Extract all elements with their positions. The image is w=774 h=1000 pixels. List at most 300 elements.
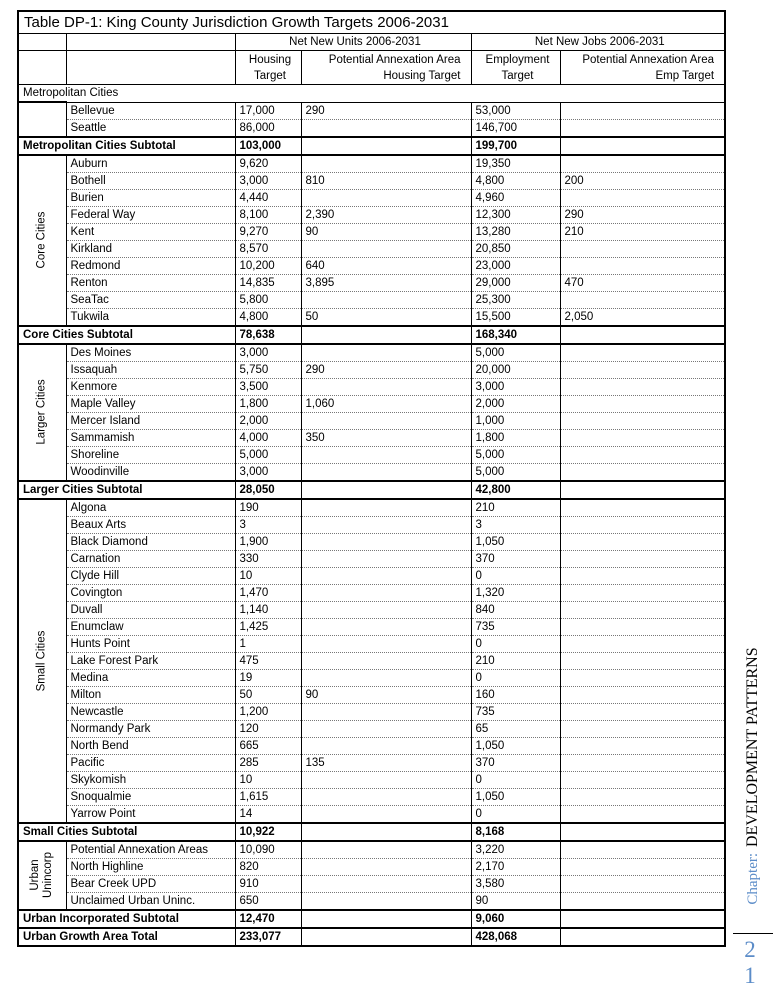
subtotal-blank (560, 910, 725, 928)
annex-housing-cell: 50 (301, 308, 471, 326)
annex-housing-cell (301, 805, 471, 823)
subtotal-employment: 42,800 (471, 481, 560, 499)
annex-housing-cell (301, 841, 471, 859)
housing-target-cell: 285 (235, 754, 301, 771)
subtotal-employment: 199,700 (471, 137, 560, 155)
annex-emp-cell (560, 601, 725, 618)
jurisdiction-name: Clyde Hill (66, 567, 235, 584)
annex-housing-cell (301, 584, 471, 601)
section-vertical-label: Urban Unincorp (29, 851, 55, 899)
employment-target-cell: 20,850 (471, 240, 560, 257)
annex-emp-cell (560, 516, 725, 533)
jurisdiction-name: North Bend (66, 737, 235, 754)
header-annex-emp-target: Potential Annexation Area Emp Target (560, 51, 725, 85)
annex-housing-cell: 2,390 (301, 206, 471, 223)
employment-target-cell: 370 (471, 754, 560, 771)
section-group-label (18, 344, 66, 481)
employment-target-cell: 13,280 (471, 223, 560, 240)
subtotal-blank (301, 823, 471, 841)
employment-target-cell: 146,700 (471, 119, 560, 137)
housing-target-cell: 3,000 (235, 344, 301, 362)
housing-target-cell: 10,090 (235, 841, 301, 859)
annex-emp-cell (560, 703, 725, 720)
jurisdiction-name: Newcastle (66, 703, 235, 720)
jurisdiction-name: Skykomish (66, 771, 235, 788)
housing-target-cell: 3 (235, 516, 301, 533)
annex-housing-cell (301, 635, 471, 652)
annex-emp-cell (560, 892, 725, 910)
annex-emp-cell: 210 (560, 223, 725, 240)
annex-emp-cell: 290 (560, 206, 725, 223)
jurisdiction-name: Bothell (66, 172, 235, 189)
section-group-label (18, 102, 66, 137)
jurisdiction-name: Normandy Park (66, 720, 235, 737)
jurisdiction-name: Algona (66, 499, 235, 517)
annex-housing-cell: 640 (301, 257, 471, 274)
employment-target-cell: 53,000 (471, 102, 560, 119)
subtotal-blank (301, 481, 471, 499)
annex-housing-cell (301, 618, 471, 635)
annex-emp-cell (560, 788, 725, 805)
annex-emp-cell: 470 (560, 274, 725, 291)
employment-target-cell: 3,000 (471, 378, 560, 395)
annex-emp-cell (560, 754, 725, 771)
table-row (18, 378, 725, 395)
employment-target-cell: 12,300 (471, 206, 560, 223)
employment-target-cell: 0 (471, 669, 560, 686)
annex-emp-cell: 200 (560, 172, 725, 189)
annex-emp-cell (560, 720, 725, 737)
housing-target-cell: 14 (235, 805, 301, 823)
chapter-prefix: Chapter: (745, 852, 761, 905)
section-vertical-label: Larger Cities (35, 379, 48, 445)
subtotal-row (18, 481, 725, 499)
page-number-digit: 2 (744, 937, 756, 962)
employment-target-cell: 735 (471, 703, 560, 720)
table-row (18, 754, 725, 771)
housing-target-cell: 8,570 (235, 240, 301, 257)
jurisdiction-name: Sammamish (66, 429, 235, 446)
chapter-side-label (738, 626, 768, 926)
employment-target-cell: 90 (471, 892, 560, 910)
section-header-row (18, 85, 725, 103)
annex-housing-cell: 810 (301, 172, 471, 189)
annex-emp-cell (560, 875, 725, 892)
annex-emp-cell (560, 361, 725, 378)
subtotal-row (18, 326, 725, 344)
annex-housing-cell (301, 669, 471, 686)
employment-target-cell: 29,000 (471, 274, 560, 291)
housing-target-cell: 4,440 (235, 189, 301, 206)
annex-housing-cell (301, 155, 471, 173)
employment-target-cell: 4,960 (471, 189, 560, 206)
housing-target-cell: 4,800 (235, 308, 301, 326)
annex-emp-cell (560, 395, 725, 412)
jurisdiction-name: Hunts Point (66, 635, 235, 652)
growth-targets-table (17, 10, 726, 947)
annex-emp-cell (560, 240, 725, 257)
table-row (18, 274, 725, 291)
annex-emp-cell (560, 429, 725, 446)
page-number-digit: 1 (744, 963, 756, 988)
employment-target-cell: 1,800 (471, 429, 560, 446)
employment-target-cell: 1,000 (471, 412, 560, 429)
jurisdiction-name: Duvall (66, 601, 235, 618)
subtotal-housing: 103,000 (235, 137, 301, 155)
employment-target-cell: 65 (471, 720, 560, 737)
employment-target-cell: 20,000 (471, 361, 560, 378)
table-row (18, 499, 725, 517)
table-row (18, 567, 725, 584)
jurisdiction-name: Snoqualmie (66, 788, 235, 805)
annex-housing-cell (301, 567, 471, 584)
annex-housing-cell (301, 703, 471, 720)
table-row (18, 533, 725, 550)
jurisdiction-name: Federal Way (66, 206, 235, 223)
annex-housing-cell (301, 446, 471, 463)
subtotal-blank (560, 326, 725, 344)
header-housing-target: Housing Target (235, 51, 301, 85)
jurisdiction-name: Des Moines (66, 344, 235, 362)
annex-housing-cell: 290 (301, 102, 471, 119)
annex-housing-cell (301, 771, 471, 788)
employment-target-cell: 2,170 (471, 858, 560, 875)
jurisdiction-name: Renton (66, 274, 235, 291)
housing-target-cell: 3,000 (235, 463, 301, 481)
jurisdiction-name: Auburn (66, 155, 235, 173)
annex-emp-cell (560, 841, 725, 859)
housing-target-cell: 1 (235, 635, 301, 652)
employment-target-cell: 5,000 (471, 463, 560, 481)
subtotal-label: Larger Cities Subtotal (18, 481, 235, 499)
jurisdiction-name: Enumclaw (66, 618, 235, 635)
table-row (18, 516, 725, 533)
annex-emp-cell (560, 652, 725, 669)
table-row (18, 618, 725, 635)
table-row (18, 155, 725, 173)
jurisdiction-name: Woodinville (66, 463, 235, 481)
subtotal-blank (301, 326, 471, 344)
housing-target-cell: 9,620 (235, 155, 301, 173)
annex-housing-cell: 350 (301, 429, 471, 446)
annex-emp-cell (560, 344, 725, 362)
employment-target-cell: 3,220 (471, 841, 560, 859)
housing-target-cell: 1,425 (235, 618, 301, 635)
employment-target-cell: 370 (471, 550, 560, 567)
housing-target-cell: 2,000 (235, 412, 301, 429)
annex-emp-cell (560, 257, 725, 274)
employment-target-cell: 5,000 (471, 344, 560, 362)
table-row (18, 361, 725, 378)
housing-target-cell: 475 (235, 652, 301, 669)
housing-target-cell: 10 (235, 567, 301, 584)
jurisdiction-name: Kent (66, 223, 235, 240)
housing-target-cell: 1,900 (235, 533, 301, 550)
housing-target-cell: 19 (235, 669, 301, 686)
table-row (18, 429, 725, 446)
table-row (18, 858, 725, 875)
header-annex-housing-target: Potential Annexation Area Housing Target (301, 51, 471, 85)
header-blank (66, 34, 235, 51)
employment-target-cell: 0 (471, 567, 560, 584)
annex-emp-cell (560, 686, 725, 703)
annex-emp-cell (560, 119, 725, 137)
housing-target-cell: 1,200 (235, 703, 301, 720)
jurisdiction-name: Milton (66, 686, 235, 703)
annex-housing-cell (301, 516, 471, 533)
annex-housing-cell (301, 875, 471, 892)
subtotal-row (18, 910, 725, 928)
subtotal-employment: 8,168 (471, 823, 560, 841)
housing-target-cell: 14,835 (235, 274, 301, 291)
table-row (18, 550, 725, 567)
annex-emp-cell (560, 189, 725, 206)
housing-target-cell: 820 (235, 858, 301, 875)
employment-target-cell: 840 (471, 601, 560, 618)
subtotal-employment: 168,340 (471, 326, 560, 344)
section-group-label (18, 841, 66, 910)
annex-housing-cell (301, 463, 471, 481)
annex-emp-cell (560, 378, 725, 395)
housing-target-cell: 17,000 (235, 102, 301, 119)
housing-target-cell: 10,200 (235, 257, 301, 274)
annex-housing-cell: 3,895 (301, 274, 471, 291)
housing-target-cell: 1,470 (235, 584, 301, 601)
annex-emp-cell (560, 463, 725, 481)
subtotal-blank (301, 137, 471, 155)
subtotal-employment: 9,060 (471, 910, 560, 928)
housing-target-cell: 650 (235, 892, 301, 910)
table-row (18, 737, 725, 754)
table-row (18, 189, 725, 206)
jurisdiction-name: Potential Annexation Areas (66, 841, 235, 859)
header-blank (18, 34, 66, 51)
annex-emp-cell (560, 446, 725, 463)
subtotal-housing: 78,638 (235, 326, 301, 344)
subtotal-blank (301, 910, 471, 928)
annex-housing-cell: 1,060 (301, 395, 471, 412)
annex-housing-cell (301, 550, 471, 567)
table-row (18, 601, 725, 618)
table-row (18, 446, 725, 463)
annex-emp-cell (560, 567, 725, 584)
jurisdiction-name: SeaTac (66, 291, 235, 308)
housing-target-cell: 665 (235, 737, 301, 754)
annex-emp-cell (560, 635, 725, 652)
employment-target-cell: 4,800 (471, 172, 560, 189)
table-row (18, 875, 725, 892)
housing-target-cell: 5,800 (235, 291, 301, 308)
table-row (18, 720, 725, 737)
annex-emp-cell (560, 102, 725, 119)
subtotal-housing: 28,050 (235, 481, 301, 499)
annex-emp-cell (560, 412, 725, 429)
employment-target-cell: 0 (471, 805, 560, 823)
housing-target-cell: 3,000 (235, 172, 301, 189)
annex-emp-cell (560, 550, 725, 567)
subtotal-blank (560, 137, 725, 155)
jurisdiction-name: Tukwila (66, 308, 235, 326)
annex-housing-cell (301, 412, 471, 429)
annex-housing-cell (301, 720, 471, 737)
annex-housing-cell: 135 (301, 754, 471, 771)
table-row (18, 841, 725, 859)
annex-emp-cell (560, 805, 725, 823)
table-row (18, 344, 725, 362)
annex-emp-cell (560, 291, 725, 308)
table-row (18, 686, 725, 703)
jurisdiction-name: Unclaimed Urban Uninc. (66, 892, 235, 910)
table-row (18, 669, 725, 686)
jurisdiction-name: Carnation (66, 550, 235, 567)
header-units-group: Net New Units 2006-2031 (235, 34, 471, 51)
header-blank (18, 51, 66, 85)
housing-target-cell: 50 (235, 686, 301, 703)
housing-target-cell: 330 (235, 550, 301, 567)
housing-target-cell: 8,100 (235, 206, 301, 223)
table-row (18, 412, 725, 429)
annex-housing-cell (301, 737, 471, 754)
housing-target-cell: 1,800 (235, 395, 301, 412)
jurisdiction-name: Shoreline (66, 446, 235, 463)
employment-target-cell: 3 (471, 516, 560, 533)
jurisdiction-name: Bellevue (66, 102, 235, 119)
page-number-divider (733, 933, 773, 934)
housing-target-cell: 4,000 (235, 429, 301, 446)
employment-target-cell: 0 (471, 635, 560, 652)
chapter-title: DEVELOPMENT PATTERNS (744, 647, 761, 847)
employment-target-cell: 25,300 (471, 291, 560, 308)
jurisdiction-name: Redmond (66, 257, 235, 274)
employment-target-cell: 210 (471, 499, 560, 517)
jurisdiction-name: Pacific (66, 754, 235, 771)
housing-target-cell: 190 (235, 499, 301, 517)
total-employment: 428,068 (471, 928, 560, 946)
housing-target-cell: 5,750 (235, 361, 301, 378)
subtotal-blank (560, 823, 725, 841)
housing-target-cell: 910 (235, 875, 301, 892)
table-row (18, 240, 725, 257)
annex-emp-cell: 2,050 (560, 308, 725, 326)
section-group-label (18, 499, 66, 823)
employment-target-cell: 1,050 (471, 737, 560, 754)
annex-housing-cell (301, 344, 471, 362)
jurisdiction-name: Bear Creek UPD (66, 875, 235, 892)
annex-emp-cell (560, 533, 725, 550)
annex-emp-cell (560, 771, 725, 788)
annex-emp-cell (560, 618, 725, 635)
total-housing: 233,077 (235, 928, 301, 946)
jurisdiction-name: Kirkland (66, 240, 235, 257)
employment-target-cell: 160 (471, 686, 560, 703)
table-row (18, 223, 725, 240)
employment-target-cell: 19,350 (471, 155, 560, 173)
jurisdiction-name: Lake Forest Park (66, 652, 235, 669)
table-row (18, 652, 725, 669)
subtotal-housing: 12,470 (235, 910, 301, 928)
subtotal-row (18, 137, 725, 155)
table-row (18, 635, 725, 652)
annex-housing-cell: 90 (301, 686, 471, 703)
annex-housing-cell (301, 499, 471, 517)
table-row (18, 308, 725, 326)
employment-target-cell: 210 (471, 652, 560, 669)
jurisdiction-name: Kenmore (66, 378, 235, 395)
table-row (18, 291, 725, 308)
jurisdiction-name: Mercer Island (66, 412, 235, 429)
annex-housing-cell (301, 858, 471, 875)
annex-housing-cell (301, 119, 471, 137)
housing-target-cell: 1,615 (235, 788, 301, 805)
subtotal-blank (560, 481, 725, 499)
jurisdiction-name: Beaux Arts (66, 516, 235, 533)
table-row (18, 206, 725, 223)
housing-target-cell: 3,500 (235, 378, 301, 395)
table-row (18, 395, 725, 412)
jurisdiction-name: Medina (66, 669, 235, 686)
subtotal-label: Core Cities Subtotal (18, 326, 235, 344)
annex-housing-cell: 290 (301, 361, 471, 378)
annex-housing-cell (301, 240, 471, 257)
section-vertical-label: Core Cities (35, 211, 48, 269)
annex-emp-cell (560, 584, 725, 601)
annex-housing-cell (301, 189, 471, 206)
annex-emp-cell (560, 155, 725, 173)
subtotal-label: Metropolitan Cities Subtotal (18, 137, 235, 155)
employment-target-cell: 2,000 (471, 395, 560, 412)
annex-housing-cell (301, 601, 471, 618)
jurisdiction-name: Issaquah (66, 361, 235, 378)
table-row (18, 703, 725, 720)
jurisdiction-name: Covington (66, 584, 235, 601)
housing-target-cell: 1,140 (235, 601, 301, 618)
table-row (18, 257, 725, 274)
jurisdiction-name: North Highline (66, 858, 235, 875)
section-label: Metropolitan Cities (18, 85, 725, 103)
annex-housing-cell (301, 652, 471, 669)
jurisdiction-name: Maple Valley (66, 395, 235, 412)
subtotal-row (18, 823, 725, 841)
employment-target-cell: 0 (471, 771, 560, 788)
employment-target-cell: 735 (471, 618, 560, 635)
annex-emp-cell (560, 737, 725, 754)
employment-target-cell: 5,000 (471, 446, 560, 463)
employment-target-cell: 1,320 (471, 584, 560, 601)
header-blank (66, 51, 235, 85)
table-row (18, 584, 725, 601)
table-row (18, 788, 725, 805)
annex-emp-cell (560, 499, 725, 517)
annex-emp-cell (560, 858, 725, 875)
employment-target-cell: 1,050 (471, 533, 560, 550)
table-row (18, 102, 725, 119)
housing-target-cell: 86,000 (235, 119, 301, 137)
jurisdiction-name: Yarrow Point (66, 805, 235, 823)
jurisdiction-name: Burien (66, 189, 235, 206)
jurisdiction-name: Black Diamond (66, 533, 235, 550)
subtotal-housing: 10,922 (235, 823, 301, 841)
section-vertical-label: Small Cities (35, 630, 48, 691)
table-row (18, 463, 725, 481)
section-group-label (18, 155, 66, 326)
annex-housing-cell (301, 892, 471, 910)
annex-housing-cell (301, 291, 471, 308)
annex-housing-cell (301, 533, 471, 550)
table-title: Table DP-1: King County Jurisdiction Growth Targets 2006-2031 (18, 11, 725, 34)
total-row (18, 928, 725, 946)
employment-target-cell: 15,500 (471, 308, 560, 326)
subtotal-label: Urban Incorporated Subtotal (18, 910, 235, 928)
